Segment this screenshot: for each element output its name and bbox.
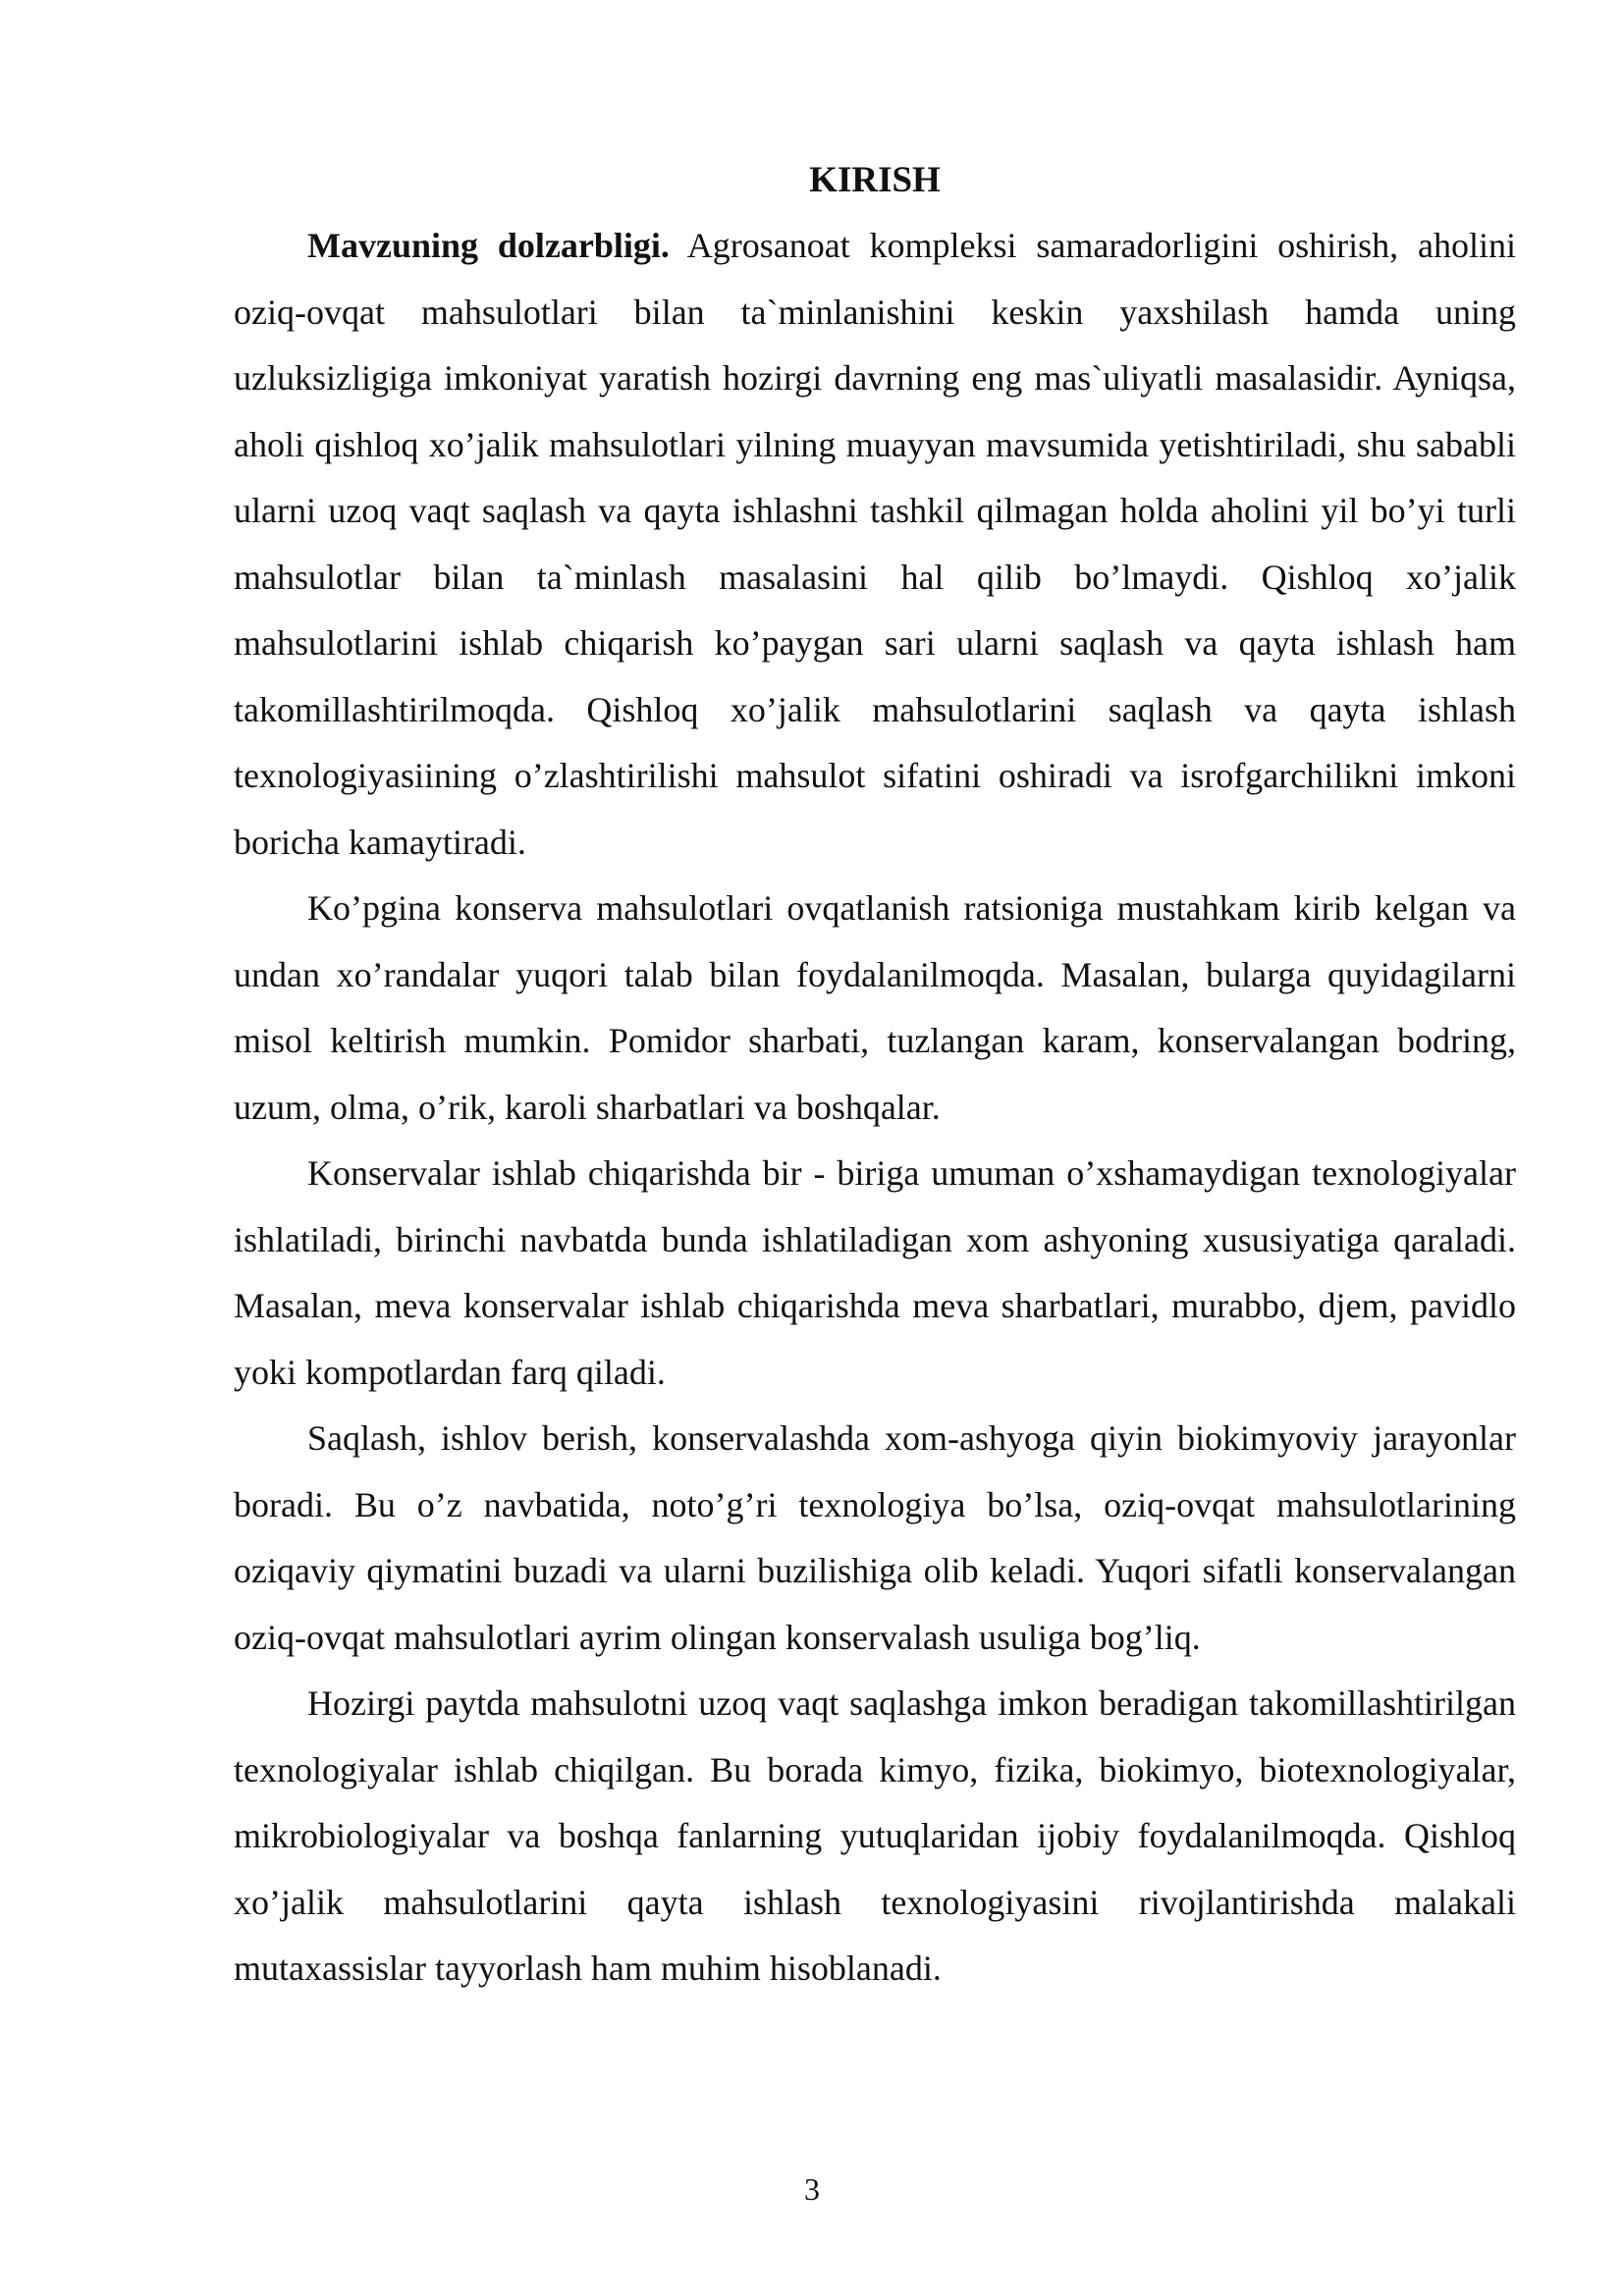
paragraph-text: Agrosanoat kompleksi samaradorligini oshirish, aholini oziq-ovqat mahsulotlari bilan ta`minlanishini keskin yaxshilash hamda uning uzluksizligiga imkoniyat yaratish hozirgi davrning eng mas`uliyatli masalasidir. Ayniqsa, aholi qishloq xo’jalik mahsulotlari yilning muayyan mavsumida yetishtiriladi, shu sababli ularni uzoq vaqt saqlash va qayta ishlashni tashkil qilmagan holda aholini yil bo’yi turli mahsulotlar bilan ta`minlash masalasini hal qilib bo’lmaydi. Qishloq xo’jalik mahsulotlarini ishlab chiqarish ko’paygan sari ularni saqlash va qayta ishlash ham takomillashtirilmoqda. Qishloq xo’jalik mahsulotlarini saqlash va qayta ishlash texnologiyasiining o’zlashtirilishi mahsulot sifatini oshiradi va isrofgarchilikni imkoni boricha kamaytiradi.	[234, 226, 1517, 862]
page-number: 3	[804, 2171, 820, 2207]
paragraph-processing: Saqlash, ishlov berish, konservalashda xom-ashyoga qiyin biokimyoviy jarayonlar boradi. Bu o’z navbatida, noto’g’ri texnologiya bo’lsa, oziq-ovqat mahsulotlarining oziqaviy qiymatini buzadi va ularni buzilishiga olib keladi. Yuqori sifatli konservalangan oziq-ovqat mahsulotlari ayrim olingan konservalash usuliga bog’liq.	[234, 1418, 1516, 1657]
paragraph-lead: Mavzuning dolzarbligi.	[307, 226, 670, 265]
page-body	[234, 147, 1516, 2002]
paragraph-modern-methods: Hozirgi paytda mahsulotni uzoq vaqt saqlashga imkon beradigan takomillashtirilgan texnologiyalar ishlab chiqilgan. Bu borada kimyo, fizika, biokimyo, biotexnologiyalar, mikrobiologiyalar va boshqa fanlarning yutuqlaridan ijobiy foydalanilmoqda. Qishloq xo’jalik mahsulotlarini qayta ishlash texnologiyasini rivojlantirishda malakali mutaxassislar tayyorlash ham muhim hisoblanadi.	[234, 1683, 1516, 1988]
paragraph-relevance	[234, 213, 1516, 876]
paragraph-technologies: Konservalar ishlab chiqarishda bir - biriga umuman o’xshamaydigan texnologiyalar ishlatiladi, birinchi navbatda bunda ishlatiladigan xom ashyoning xususiyatiga qaraladi. Masalan, meva konservalar ishlab chiqarishda meva sharbatlari, murabbo, djem, pavidlo yoki kompotlardan farq qiladi.	[234, 1153, 1516, 1392]
page-title: KIRISH	[809, 160, 941, 200]
paragraph-canned-products: Ko’pgina konserva mahsulotlari ovqatlanish ratsioniga mustahkam kirib kelgan va undan xo’randalar yuqori talab bilan foydalanilmoqda. Masalan, bularga quyidagilarni misol keltirish mumkin. Pomidor sharbati, tuzlangan karam, konservalangan bodring, uzum, olma, o’rik, karoli sharbatlari va boshqalar.	[234, 888, 1516, 1127]
